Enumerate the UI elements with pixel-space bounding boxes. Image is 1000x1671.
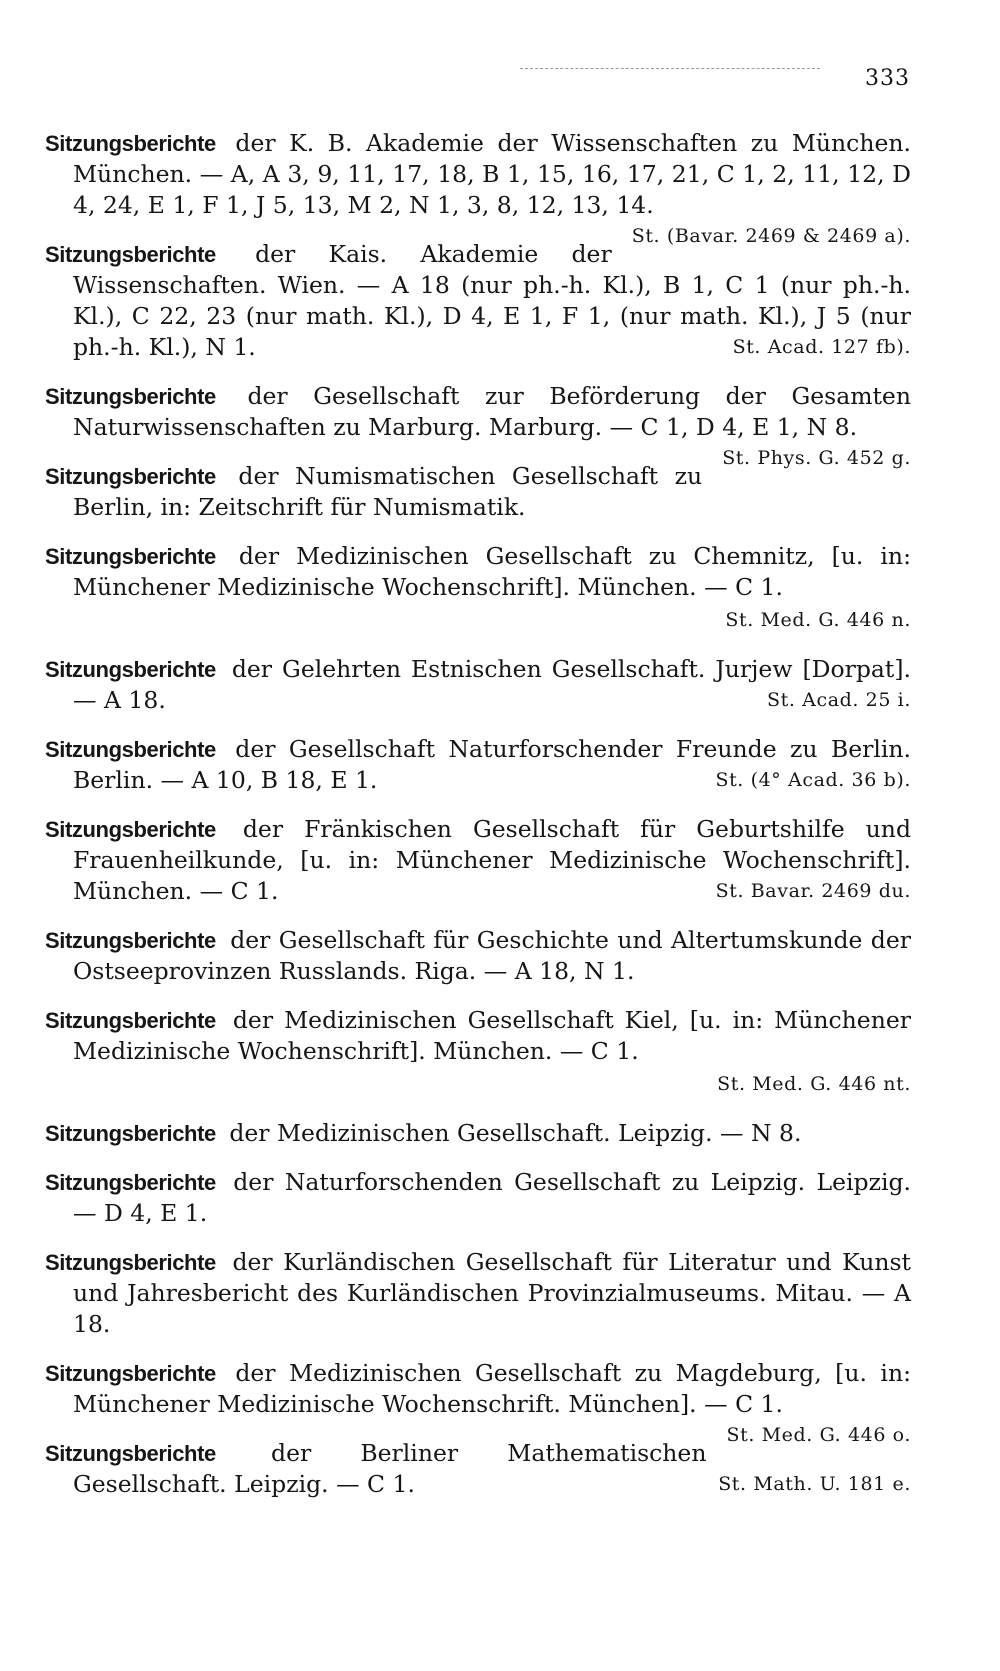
entry-text: der Naturforschenden Gesellschaft zu Leipzig. Leipzig. — D 4, E 1. xyxy=(73,1168,911,1227)
entry-keyword: Sitzungsberichte xyxy=(45,464,216,489)
entry-keyword: Sitzungsberichte xyxy=(45,1250,216,1275)
shelf-signature: St. Med. G. 446 n. xyxy=(725,609,911,631)
entry-text: der Medizinischen Gesellschaft zu Magdeburg, [u. in: Münchener Medizinische Wochenschrift. München]. — C 1. xyxy=(73,1359,911,1418)
shelf-signature: St. Math. U. 181 e. xyxy=(718,1473,911,1495)
entry-keyword: Sitzungsberichte xyxy=(45,131,216,156)
bibliographic-entry xyxy=(45,1358,911,1446)
entry-keyword: Sitzungsberichte xyxy=(45,1170,216,1195)
shelf-signature: St. (4° Acad. 36 b). xyxy=(715,769,911,791)
entry-keyword: Sitzungsberichte xyxy=(45,657,216,682)
bibliographic-entry xyxy=(45,925,911,987)
entry-keyword: Sitzungsberichte xyxy=(45,928,216,953)
bibliographic-entry xyxy=(45,381,911,469)
entry-text: der Gesellschaft zur Beförderung der Gesamten Naturwissenschaften zu Marburg. Marburg. — C 1, D 4, E 1, N 8. xyxy=(73,382,911,441)
entry-keyword: Sitzungsberichte xyxy=(45,544,216,569)
bibliographic-entry xyxy=(45,734,911,796)
bibliographic-entry xyxy=(45,1118,911,1149)
bibliographic-entry xyxy=(45,128,911,247)
shelf-signature: St. (Bavar. 2469 & 2469 a). xyxy=(631,225,911,247)
shelf-signature: St. Bavar. 2469 du. xyxy=(715,880,911,902)
bibliographic-entry xyxy=(45,1247,911,1340)
entry-text: der Medizinischen Gesellschaft zu Chemnitz, [u. in: Münchener Medizinische Wochenschrift]. München. — C 1. xyxy=(73,542,911,601)
bibliographic-entry xyxy=(45,1167,911,1229)
entry-text: der Fränkischen Gesellschaft für Geburtshilfe und Frauenheilkunde, [u. in: Münchener Medizinische Wochenschrift]. München. — C 1. xyxy=(73,815,911,905)
entry-keyword: Sitzungsberichte xyxy=(45,1121,216,1146)
bibliographic-entry xyxy=(45,654,911,716)
entry-keyword: Sitzungsberichte xyxy=(45,1361,216,1386)
entry-text: der K. B. Akademie der Wissenschaften zu München. München. — A, A 3, 9, 11, 17, 18, B 1, 15, 16, 17, 21, C 1, 2, 11, 12, D 4, 24, E 1, F 1, J 5, 13, M 2, N 1, 3, 8, 12, 13, 14. xyxy=(73,129,911,219)
entry-text: der Kais. Akademie der Wissenschaften. Wien. — A 18 (nur ph.-h. Kl.), B 1, C 1 (nur ph.-h. Kl.), C 22, 23 (nur math. Kl.), D 4, E 1, F 1, (nur math. Kl.), J 5 (nur ph.-h. Kl.), N 1. xyxy=(73,240,911,361)
shelf-signature: St. Phys. G. 452 g. xyxy=(722,447,911,469)
entry-text: der Medizinischen Gesellschaft Kiel, [u. in: Münchener Medizinische Wochenschrift]. München. — C 1. xyxy=(73,1006,911,1065)
entry-text: der Gelehrten Estnischen Gesellschaft. Jurjew [Dorpat]. — A 18. xyxy=(73,655,911,714)
bibliographic-entry xyxy=(45,814,911,907)
shelf-signature: St. Acad. 25 i. xyxy=(767,689,911,711)
header-rule xyxy=(520,68,820,69)
bibliographic-entry xyxy=(45,541,911,636)
shelf-signature: St. Med. G. 446 nt. xyxy=(717,1073,911,1095)
entry-text: der Kurländischen Gesellschaft für Literatur und Kunst und Jahresbericht des Kurländischen Provinzialmuseums. Mitau. — A 18. xyxy=(73,1248,911,1338)
entry-keyword: Sitzungsberichte xyxy=(45,384,216,409)
page-number: 333 xyxy=(865,66,910,91)
entry-text: der Berliner Mathematischen Gesellschaft. Leipzig. — C 1. xyxy=(73,1439,707,1498)
entry-keyword: Sitzungsberichte xyxy=(45,242,216,267)
shelf-signature: St. Acad. 127 fb). xyxy=(732,336,911,358)
entry-list xyxy=(45,128,911,1518)
entry-keyword: Sitzungsberichte xyxy=(45,1441,216,1466)
entry-keyword: Sitzungsberichte xyxy=(45,817,216,842)
entry-text: der Gesellschaft für Geschichte und Altertumskunde der Ostseeprovinzen Russlands. Riga. — A 18, N 1. xyxy=(73,926,911,985)
entry-text: der Numismatischen Gesellschaft zu Berlin, in: Zeitschrift für Numismatik. xyxy=(73,462,703,521)
entry-text: der Gesellschaft Naturforschender Freunde zu Berlin. Berlin. — A 10, B 18, E 1. xyxy=(73,735,911,794)
bibliographic-entry xyxy=(45,1005,911,1100)
entry-keyword: Sitzungsberichte xyxy=(45,737,216,762)
entry-keyword: Sitzungsberichte xyxy=(45,1008,216,1033)
shelf-signature: St. Med. G. 446 o. xyxy=(726,1424,911,1446)
bibliographic-entry xyxy=(45,239,911,363)
entry-text: der Medizinischen Gesellschaft. Leipzig. — N 8. xyxy=(229,1119,802,1147)
